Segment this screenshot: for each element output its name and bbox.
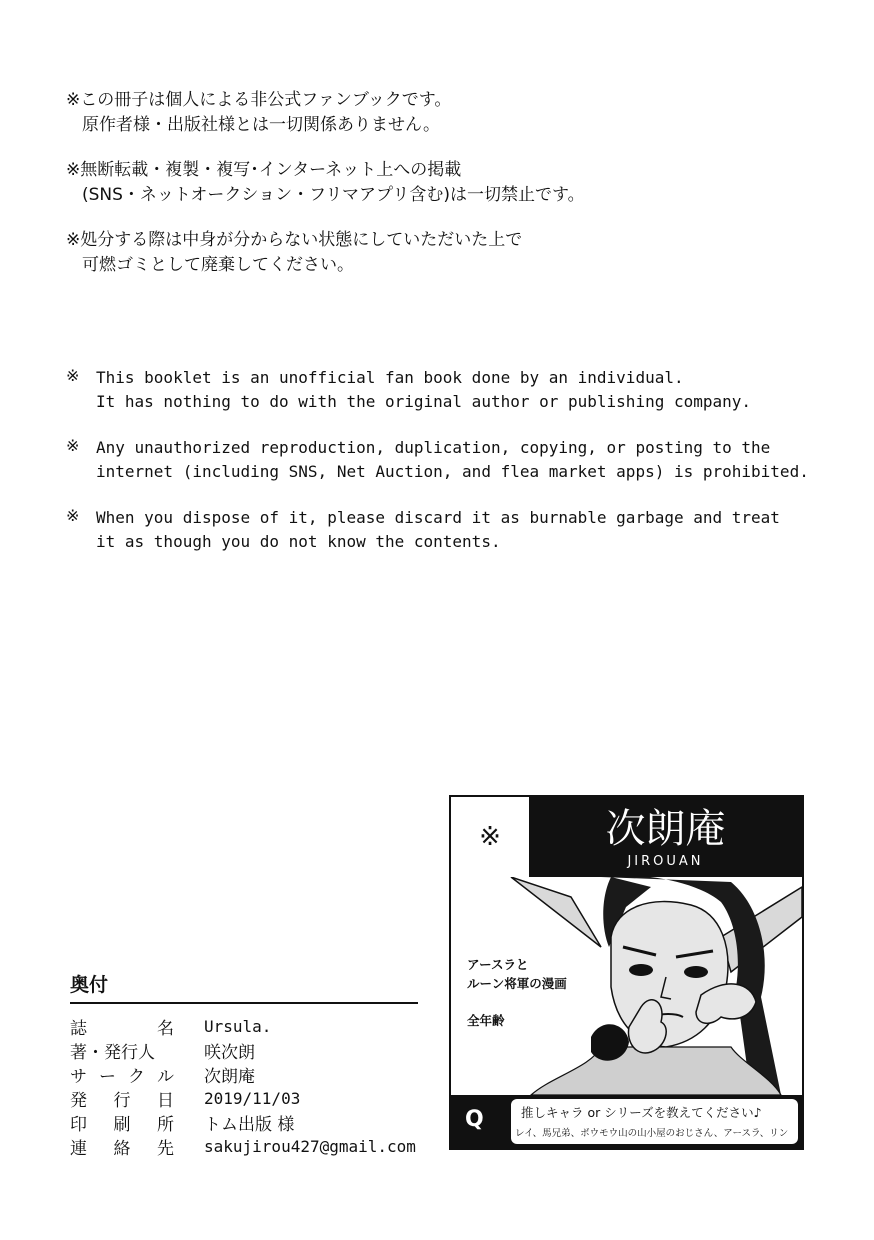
row-label xyxy=(70,1062,204,1087)
notice-jp-2-line-1: ※無断転載・複製・複写･インターネット上への掲載 xyxy=(66,160,462,180)
row-value-book-title: Ursula. xyxy=(204,1016,272,1036)
question-bar xyxy=(451,1095,802,1148)
label-char: サ xyxy=(70,1066,87,1087)
notice-en-3-line-1: When you dispose of it, please discard it as burnable garbage and treat xyxy=(96,508,780,527)
notice-jp-1-line-2: 原作者様・出版社様とは一切関係ありません。 xyxy=(82,115,441,135)
notice-en-2-line-2: internet (including SNS, Net Auction, and flea market apps) is prohibited. xyxy=(96,462,809,481)
label-char: ク xyxy=(128,1066,145,1087)
label-char: 刷 xyxy=(113,1114,131,1135)
notice-jp-2-line-2: (SNS・ネットオークション・フリマアプリ含む)は一切禁止です。 xyxy=(82,185,585,205)
answer-text: レイ、馬兄弟、ボウモウ山の山小屋のおじさん、アースラ、リン xyxy=(515,1128,789,1139)
label-char: 絡 xyxy=(113,1138,131,1159)
colophon-row-printer xyxy=(70,1110,418,1134)
japanese-notices xyxy=(66,88,826,298)
label-char: ル xyxy=(157,1066,174,1087)
label-char: ー xyxy=(99,1066,116,1087)
label-char: 行 xyxy=(113,1090,131,1111)
card-description xyxy=(467,955,567,993)
card-description-line-2: ルーン将軍の漫画 xyxy=(467,976,567,991)
colophon-rows xyxy=(70,1014,418,1158)
label-char: 名 xyxy=(157,1018,174,1039)
colophon-title: 奥付 xyxy=(70,972,418,1004)
row-value-contact-email: sakujirou427@gmail.com xyxy=(204,1136,416,1156)
colophon-row-date xyxy=(70,1086,418,1110)
reference-mark: ※ xyxy=(66,506,80,525)
notice-en-3 xyxy=(66,506,846,554)
notice-en-1 xyxy=(66,366,846,414)
notice-en-1-line-1: This booklet is an unofficial fan book done by an individual. xyxy=(96,368,684,387)
colophon-row-title xyxy=(70,1014,418,1038)
row-label xyxy=(70,1086,204,1111)
circle-logo-text: 次朗庵 xyxy=(605,806,726,852)
row-value-printer: トム出版 様 xyxy=(204,1114,295,1135)
circle-logo xyxy=(529,797,802,877)
colophon xyxy=(70,972,418,1158)
character-illustration xyxy=(451,877,802,1095)
card-description-line-1: アースラと xyxy=(467,957,529,972)
label-char: 所 xyxy=(157,1114,174,1135)
question-letter: Q xyxy=(465,1107,484,1132)
row-label xyxy=(70,1134,204,1159)
notice-en-2-line-1: Any unauthorized reproduction, duplication, copying, or posting to the xyxy=(96,438,771,457)
notice-jp-3-line-2: 可燃ゴミとして廃棄してください。 xyxy=(82,255,354,275)
card-reference-mark: ※ xyxy=(479,822,501,852)
reference-mark: ※ xyxy=(66,366,80,385)
notice-jp-3 xyxy=(66,228,826,278)
label-char: 日 xyxy=(157,1090,174,1111)
label-char: 印 xyxy=(70,1114,87,1135)
notice-jp-2 xyxy=(66,158,826,208)
circle-cut-card xyxy=(449,795,804,1150)
label-char: 連 xyxy=(70,1138,87,1159)
row-value-date: 2019/11/03 xyxy=(204,1088,301,1108)
row-label xyxy=(70,1014,204,1039)
colophon-row-author xyxy=(70,1038,418,1062)
label-char: 誌 xyxy=(70,1018,87,1039)
notice-jp-1 xyxy=(66,88,826,138)
row-value-author: 咲次朗 xyxy=(204,1042,255,1063)
card-header xyxy=(451,797,802,877)
label-char: 発 xyxy=(70,1090,87,1111)
notice-en-3-line-2: it as though you do not know the contents. xyxy=(96,532,501,551)
notice-en-2 xyxy=(66,436,846,484)
notice-jp-3-line-1: ※処分する際は中身が分からない状態にしていただいた上で xyxy=(66,230,523,250)
colophon-row-circle xyxy=(70,1062,418,1086)
age-rating: 全年齢 xyxy=(467,1013,505,1028)
question-text: 推しキャラ or シリーズを教えてください♪ xyxy=(521,1105,762,1120)
question-box xyxy=(511,1099,798,1144)
notice-en-1-line-2: It has nothing to do with the original author or publishing company. xyxy=(96,392,752,411)
colophon-row-contact xyxy=(70,1134,418,1158)
label-char: 著・発行人 xyxy=(70,1042,155,1063)
row-label xyxy=(70,1110,204,1135)
circle-logo-subtext: JIROUAN xyxy=(627,854,704,869)
label-char: 先 xyxy=(157,1138,174,1159)
row-value-circle: 次朗庵 xyxy=(204,1066,255,1087)
english-notices xyxy=(66,366,846,576)
reference-mark: ※ xyxy=(66,436,80,455)
row-label xyxy=(70,1038,204,1063)
notice-jp-1-line-1: ※この冊子は個人による非公式ファンブックです。 xyxy=(66,90,452,110)
